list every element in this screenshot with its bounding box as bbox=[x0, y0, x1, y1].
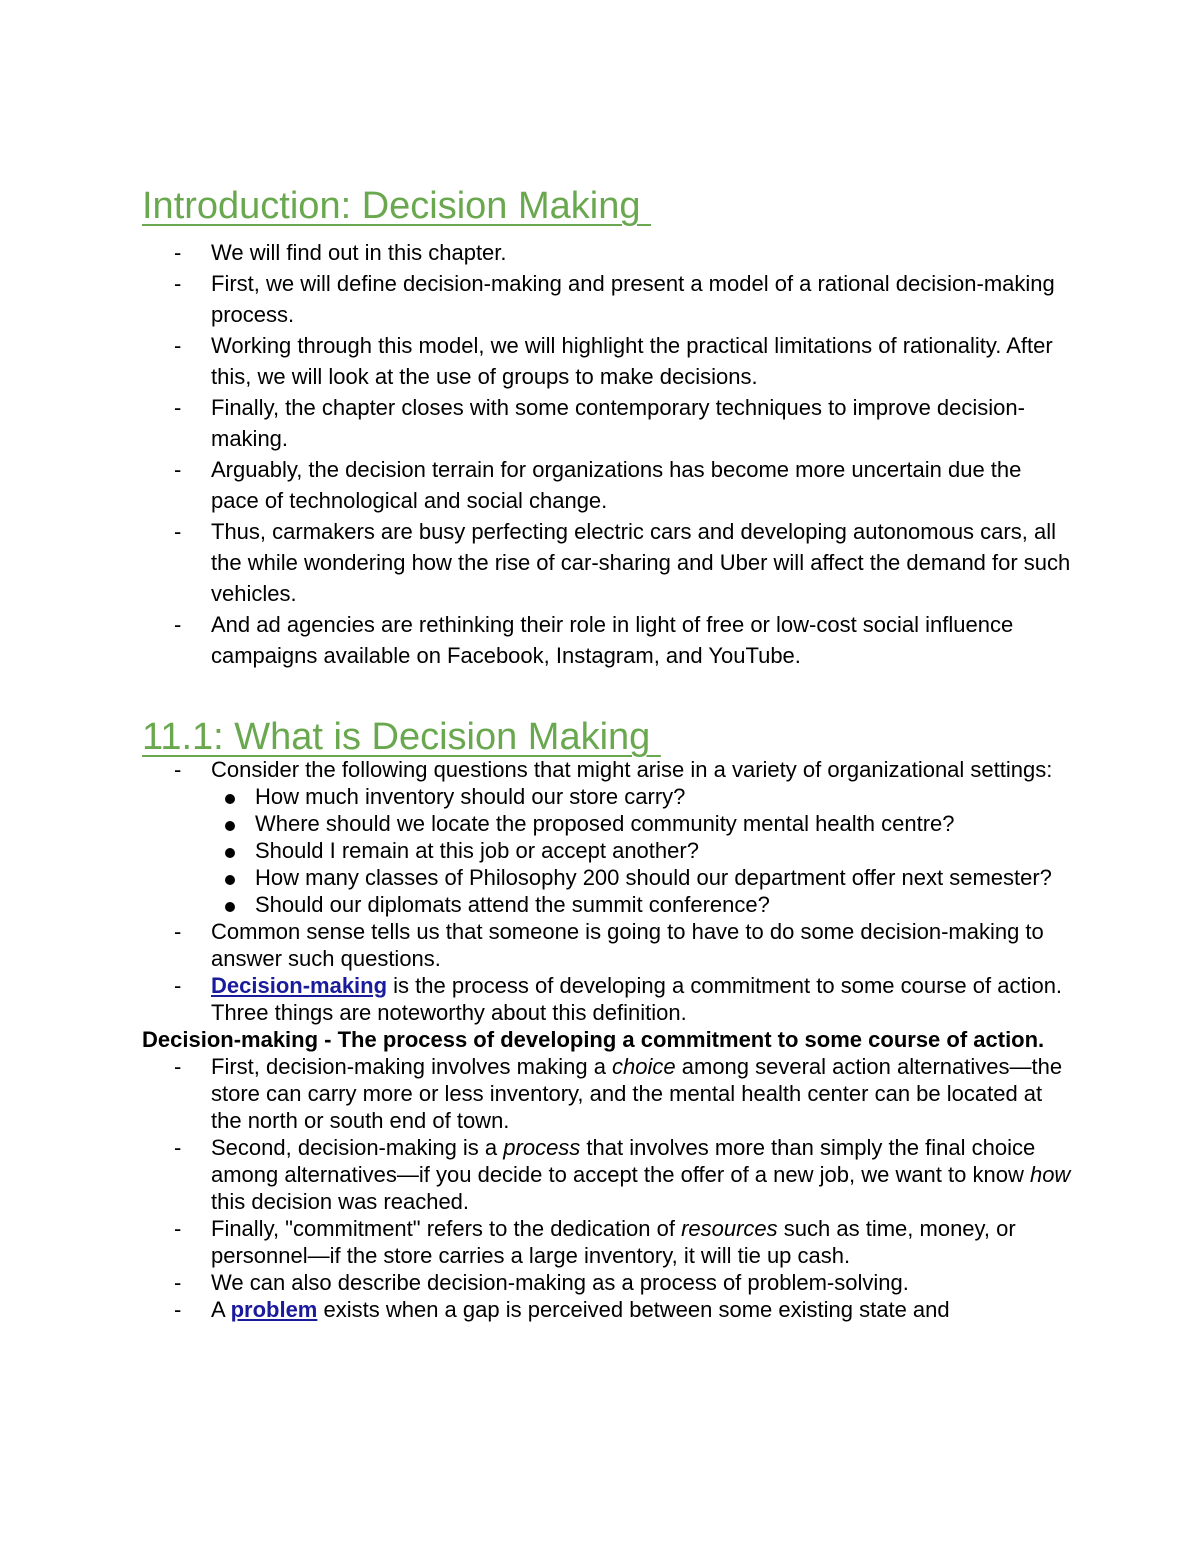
intro-heading: Introduction: Decision Making bbox=[142, 185, 652, 227]
question-item: Should our diplomats attend the summit conference? bbox=[211, 891, 1072, 918]
list-item: - Working through this model, we will highlight the practical limitations of rationality. After this, we will look at the use of groups to make decisions. bbox=[142, 330, 1072, 392]
list-item bbox=[142, 1296, 1072, 1323]
emphasis: choice bbox=[612, 1054, 676, 1079]
list-item: - First, we will define decision-making and present a model of a rational decision-making process. bbox=[142, 268, 1072, 330]
question-item: How much inventory should our store carry? bbox=[211, 783, 1072, 810]
question-item: How many classes of Philosophy 200 should our department offer next semester? bbox=[211, 864, 1072, 891]
text-span: Finally, "commitment" refers to the dedication of bbox=[211, 1216, 682, 1241]
consider-text: Consider the following questions that might arise in a variety of organizational settings: bbox=[211, 757, 1053, 782]
list-item: - We will find out in this chapter. bbox=[142, 237, 1072, 268]
emphasis: how bbox=[1029, 1162, 1071, 1187]
list-item bbox=[142, 972, 1072, 1026]
list-item: - We can also describe decision-making as a process of problem-solving. bbox=[142, 1269, 1072, 1296]
list-item bbox=[142, 1053, 1072, 1134]
list-item bbox=[142, 1134, 1072, 1215]
definition-text: is the process of developing a commitment to some course of action. Three things are noteworthy about this definition. bbox=[211, 973, 1063, 1025]
list-item bbox=[142, 756, 1072, 918]
list-item: - Finally, the chapter closes with some contemporary techniques to improve decision-making. bbox=[142, 392, 1072, 454]
definition-line: Decision-making - The process of developing a commitment to some course of action. bbox=[142, 1027, 1045, 1052]
text-span: Second, decision-making is a bbox=[211, 1135, 504, 1160]
section-11-1-body bbox=[142, 756, 1072, 1323]
list-item bbox=[142, 1215, 1072, 1269]
text-span: First, decision-making involves making a bbox=[211, 1054, 613, 1079]
problem-link[interactable]: problem bbox=[230, 1297, 318, 1322]
text-span: exists when a gap is perceived between some existing state and bbox=[317, 1297, 950, 1322]
question-item: Should I remain at this job or accept another? bbox=[211, 837, 1072, 864]
text-span: this decision was reached. bbox=[211, 1189, 470, 1214]
text-span: A bbox=[211, 1297, 231, 1322]
text-span: such as time, money, or personnel—if the store carries a large inventory, it will tie up cash. bbox=[211, 1216, 1016, 1268]
definition-notes-list bbox=[142, 1053, 1072, 1323]
section-bullet-list bbox=[142, 756, 1072, 1026]
text-span: that involves more than simply the final choice among alternatives—if you decide to accept the offer of a new job, we want to know bbox=[211, 1135, 1036, 1187]
question-item: Where should we locate the proposed community mental health centre? bbox=[211, 810, 1072, 837]
intro-bullet-list bbox=[142, 237, 1072, 671]
list-item: - And ad agencies are rethinking their role in light of free or low-cost social influence campaigns available on Facebook, Instagram, and YouTube. bbox=[142, 609, 1072, 671]
decision-making-link[interactable]: Decision-making bbox=[211, 973, 388, 998]
emphasis: resources bbox=[681, 1216, 778, 1241]
text-span: among several action alternatives—the store can carry more or less inventory, and the mental health center can be located at the north or south end of town. bbox=[211, 1054, 1063, 1133]
list-item: - Arguably, the decision terrain for organizations has become more uncertain due the pace of technological and social change. bbox=[142, 454, 1072, 516]
section-11-1-heading: 11.1: What is Decision Making bbox=[142, 716, 661, 758]
emphasis: process bbox=[503, 1135, 581, 1160]
list-item: - Thus, carmakers are busy perfecting electric cars and developing autonomous cars, all the while wondering how the rise of car-sharing and Uber will affect the demand for such vehicles. bbox=[142, 516, 1072, 609]
list-item: - Common sense tells us that someone is going to have to do some decision-making to answer such questions. bbox=[142, 918, 1072, 972]
questions-list bbox=[211, 783, 1072, 918]
